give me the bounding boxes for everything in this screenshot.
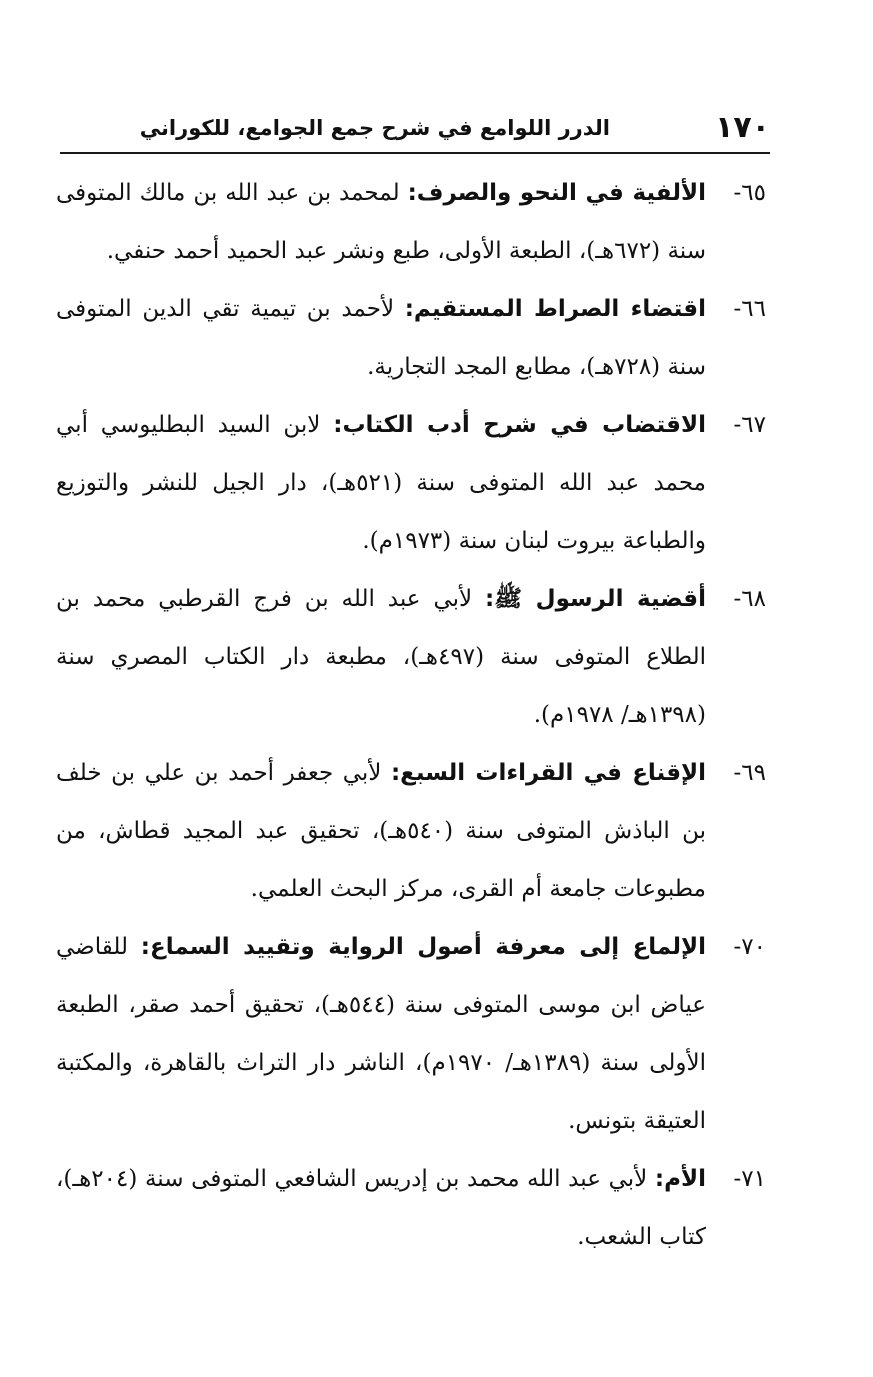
entry-body: لأبي جعفر أحمد بن علي بن خلف بن الباذش المتوفى سنة (٥٤٠هـ)، تحقيق عبد المجيد قطاش، من مطبوعات جامعة أم القرى، مركز البحث العلمي. — [56, 760, 706, 902]
bibliography-entry-71 — [56, 1150, 766, 1266]
entry-title: الإلماع إلى معرفة أصول الرواية وتقييد السماع: — [140, 934, 707, 960]
entry-body: لأحمد بن تيمية تقي الدين المتوفى سنة (٧٢٨هـ)، مطابع المجد التجارية. — [56, 296, 706, 380]
entry-body: لأبي عبد الله محمد بن إدريس الشافعي المتوفى سنة (٢٠٤هـ)، كتاب الشعب. — [56, 1166, 706, 1250]
bibliography-list — [56, 164, 766, 1266]
entry-body: لابن السيد البطليوسي أبي محمد عبد الله المتوفى سنة (٥٢١هـ)، دار الجيل للنشر والتوزيع والطباعة بيروت لبنان سنة (١٩٧٣م). — [56, 412, 707, 554]
entry-title: الأم: — [654, 1166, 706, 1192]
bibliography-entry-65 — [56, 164, 766, 280]
bibliography-entry-66 — [56, 280, 766, 396]
entry-body: لمحمد بن عبد الله بن مالك المتوفى سنة (٦٧٢هـ)، الطبعة الأولى، طبع ونشر عبد الحميد أحمد حنفي. — [56, 180, 706, 264]
entry-number: ٦٨- — [733, 586, 766, 612]
entry-title: الإقناع في القراءات السبع: — [390, 760, 707, 786]
bibliography-entry-69 — [56, 744, 766, 918]
page-header — [60, 108, 770, 148]
entry-number: ٦٧- — [733, 412, 766, 438]
entry-number: ٦٦- — [733, 296, 766, 322]
bibliography-entry-68 — [56, 570, 766, 744]
entry-title: اقتضاء الصراط المستقيم: — [404, 296, 706, 322]
entry-body: للقاضي عياض ابن موسى المتوفى سنة (٥٤٤هـ)، تحقيق أحمد صقر، الطبعة الأولى سنة (١٣٨٩هـ/ ١٩٧٠م)، الناشر دار التراث بالقاهرة، والمكتبة العتيقة بتونس. — [56, 934, 706, 1134]
entry-number: ٧٠- — [733, 934, 766, 960]
entry-title: الاقتضاب في شرح أدب الكتاب: — [333, 412, 707, 438]
page-number: ١٧٠ — [715, 110, 770, 145]
header-rule — [60, 152, 770, 154]
running-title: الدرر اللوامع في شرح جمع الجوامع، للكوراني — [139, 116, 610, 140]
bibliography-entry-70 — [56, 918, 766, 1150]
entry-title: الألفية في النحو والصرف: — [407, 180, 707, 206]
entry-number: ٦٥- — [733, 180, 766, 206]
bibliography-entry-67 — [56, 396, 766, 570]
entry-number: ٦٩- — [733, 760, 766, 786]
entry-number: ٧١- — [733, 1166, 766, 1192]
entry-body: لأبي عبد الله بن فرج القرطبي محمد بن الطلاع المتوفى سنة (٤٩٧هـ)، مطبعة دار الكتاب المصري سنة (١٣٩٨هـ/ ١٩٧٨م). — [56, 586, 706, 728]
entry-title: أقضية الرسول ﷺ: — [485, 586, 706, 612]
